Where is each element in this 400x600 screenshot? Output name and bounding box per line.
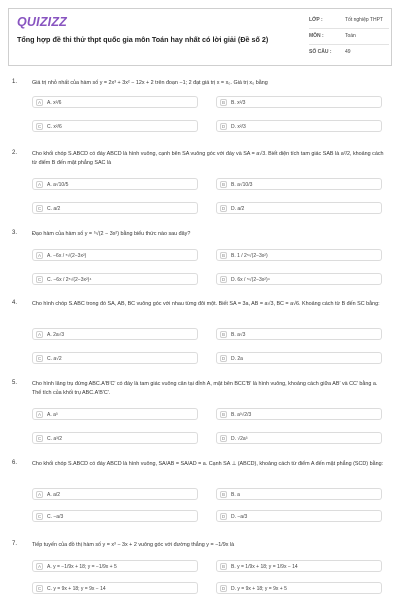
option-text: D. y = 9x + 18; y = 9x + 5	[231, 585, 287, 592]
option-text: B. a√3	[231, 331, 246, 338]
question-number: 4.	[12, 300, 18, 306]
option-b[interactable]	[216, 96, 382, 108]
option-text: A. 2a√3	[47, 331, 65, 338]
worksheet-meta	[309, 13, 389, 60]
meta-label: MÔN :	[309, 33, 324, 39]
option-text: A. a³	[47, 411, 58, 418]
option-text: A. a√10/5	[47, 181, 69, 188]
option-a[interactable]	[32, 328, 198, 340]
question-text: Cho hình chóp S.ABC trong đó SA, AB, BC vuông góc với nhau từng đôi một. Biết SA = 3a, AB = a√3, BC = a√6. Khoảng cách từ B đến SC bằng:	[32, 301, 380, 307]
option-a[interactable]	[32, 488, 198, 500]
option-a[interactable]	[32, 96, 198, 108]
option-text: D. a/2	[231, 205, 245, 212]
option-text: C. a/2	[47, 205, 61, 212]
question-number: 6.	[12, 460, 18, 466]
option-a[interactable]	[32, 249, 198, 261]
option-text: D. √2a³	[231, 435, 248, 442]
option-letter: A	[37, 252, 42, 258]
option-d[interactable]	[216, 202, 382, 214]
meta-row-subject	[309, 29, 389, 45]
option-text: D. −a/3	[231, 513, 248, 520]
option-text: B. 1 / 2⁵√(2−3x²)	[231, 252, 268, 259]
option-b[interactable]	[216, 178, 382, 190]
option-letter: B	[221, 331, 226, 337]
option-c[interactable]	[32, 352, 198, 364]
option-letter: A	[37, 563, 42, 569]
option-a[interactable]	[32, 560, 198, 572]
meta-row-question-count	[309, 45, 389, 60]
option-d[interactable]	[216, 352, 382, 364]
option-text: B. a	[231, 491, 240, 498]
meta-row-class	[309, 13, 389, 29]
option-letter: A	[37, 331, 42, 337]
option-letter: D	[221, 585, 226, 591]
option-letter: B	[221, 99, 226, 105]
option-text: A. x²/6	[47, 99, 62, 106]
option-b[interactable]	[216, 328, 382, 340]
worksheet-title: Tổng hợp đề thi thử thpt quốc gia môn Toán hay nhất có lời giải (Đề số 2)	[17, 35, 269, 44]
question-number: 3.	[12, 230, 18, 236]
option-c[interactable]	[32, 202, 198, 214]
option-letter: A	[37, 181, 42, 187]
meta-value: Tốt nghiệp THPT	[345, 17, 383, 23]
question-text: Cho khối chóp S.ABCD có đáy ABCD là hình vuông, cạnh bên SA vuông góc với đáy và SA = a√3. Biết diện tích tam giác SAB là a²/2, khoảng cách từ điểm B đến mặt phẳng SAC là	[32, 151, 384, 166]
option-a[interactable]	[32, 408, 198, 420]
option-d[interactable]	[216, 432, 382, 444]
option-text: B. y = 1/9x + 18; y = 1/9x − 14	[231, 563, 298, 570]
option-letter: C	[37, 123, 42, 129]
option-letter: B	[221, 252, 226, 258]
option-letter: D	[221, 123, 226, 129]
option-letter: C	[37, 355, 42, 361]
option-text: C. y = 9x + 18; y = 9x − 14	[47, 585, 106, 592]
option-text: D. 2a	[231, 355, 243, 362]
option-d[interactable]	[216, 273, 382, 285]
option-a[interactable]	[32, 178, 198, 190]
option-letter: C	[37, 276, 42, 282]
option-c[interactable]	[32, 582, 198, 594]
option-text: A. −6x / ⁵√(2−3x²)	[47, 252, 87, 259]
option-letter: D	[221, 513, 226, 519]
option-letter: B	[221, 411, 226, 417]
option-text: B. x²/3	[231, 99, 246, 106]
option-b[interactable]	[216, 560, 382, 572]
option-text: D. 6x / ⁵√(2−3x²)⁴	[231, 276, 270, 283]
option-text: C. −6x / 2⁵√(2−3x²)⁴	[47, 276, 92, 283]
option-letter: A	[37, 491, 42, 497]
option-d[interactable]	[216, 510, 382, 522]
option-letter: D	[221, 276, 226, 282]
option-b[interactable]	[216, 408, 382, 420]
option-text: C. a³/2	[47, 435, 63, 442]
option-letter: C	[37, 585, 42, 591]
option-letter: C	[37, 513, 42, 519]
question-text: Cho hình lăng trụ đứng ABC.A′B′C′ có đáy là tam giác vuông cân tại đỉnh A, mặt bên BCC′B′ là hình vuông, khoảng cách giữa AB′ và CC′ bằng a. Thể tích của khối trụ ABC.A′B′C′.	[32, 381, 378, 396]
question-number: 7.	[12, 541, 18, 547]
meta-value: Toán	[345, 33, 356, 39]
question-text: Cho khối chóp S.ABCD có đáy ABCD là hình vuông, SA/AB = SA/AD = a. Cạnh SA ⊥ (ABCD), khoảng cách từ điểm A đến mặt phẳng (SCD) bằng:	[32, 461, 384, 467]
option-letter: A	[37, 411, 42, 417]
question-text: Tiếp tuyến của đồ thị hàm số y = x³ − 3x + 2 vuông góc với đường thẳng y = −1/9x là	[32, 542, 235, 548]
option-b[interactable]	[216, 249, 382, 261]
option-letter: A	[37, 99, 42, 105]
option-letter: C	[37, 435, 42, 441]
option-c[interactable]	[32, 273, 198, 285]
option-text: B. a√10/3	[231, 181, 253, 188]
question-number: 2.	[12, 150, 18, 156]
meta-value: 49	[345, 49, 351, 55]
option-letter: D	[221, 435, 226, 441]
option-text: C. x²/6	[47, 123, 62, 130]
question-text: Đạo hàm của hàm số y = ⁵√(2 − 3x²) bằng biểu thức nào sau đây?	[32, 231, 191, 237]
option-b[interactable]	[216, 488, 382, 500]
question-text: Giá trị nhỏ nhất của hàm số y = 2x³ + 3x² − 12x + 2 trên đoạn −1; 2 đạt giá trị x = x₀. Giá trị x₀ bằng	[32, 80, 268, 86]
worksheet-header	[8, 8, 392, 66]
question-number: 5.	[12, 380, 18, 386]
option-text: C. −a/3	[47, 513, 64, 520]
option-text: A. a/2	[47, 491, 61, 498]
option-letter: B	[221, 181, 226, 187]
option-text: C. a√2	[47, 355, 62, 362]
meta-label: SỐ CÂU :	[309, 49, 332, 55]
quizizz-logo: QUIZIZZ	[17, 15, 68, 29]
option-d[interactable]	[216, 120, 382, 132]
option-c[interactable]	[32, 120, 198, 132]
option-text: A. y = −1/9x + 18; y = −1/9x + 5	[47, 563, 117, 570]
meta-label: LỚP :	[309, 17, 323, 23]
option-letter: D	[221, 355, 226, 361]
option-c[interactable]	[32, 432, 198, 444]
option-c[interactable]	[32, 510, 198, 522]
option-d[interactable]	[216, 582, 382, 594]
option-letter: C	[37, 205, 42, 211]
option-letter: D	[221, 205, 226, 211]
option-letter: B	[221, 563, 226, 569]
option-text: B. a³√2/3	[231, 411, 252, 418]
option-text: D. x²/3	[231, 123, 246, 130]
question-number: 1.	[12, 79, 18, 85]
option-letter: B	[221, 491, 226, 497]
